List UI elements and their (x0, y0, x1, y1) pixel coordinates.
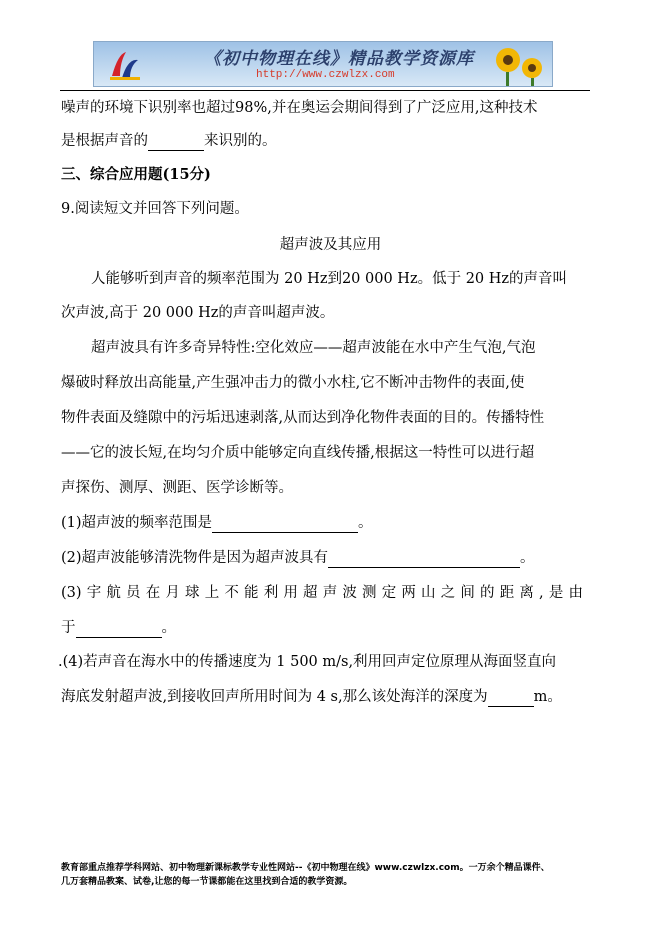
sub-question-4-line2 (61, 687, 562, 707)
banner-title: 《初中物理在线》精品教学资源库 (204, 49, 474, 69)
answer-blank-2[interactable] (328, 551, 520, 568)
continued-text-b: 来识别的。 (204, 133, 277, 149)
banner-url[interactable]: http://www.czwlzx.com (256, 69, 395, 81)
sub-question-3-line2 (61, 618, 176, 638)
sub-question-2-end: 。 (520, 550, 535, 566)
footer-line-2: 几万套精品教案、试卷,让您的每一节课都能在这里找到合适的教学资源。 (61, 877, 353, 887)
para2-line3: 物件表面及缝隙中的污垢迅速剥落,从而达到净化物件表面的目的。传播特性 (61, 410, 545, 426)
para1-line1: 人能够听到声音的频率范围为 20 Hz到20 000 Hz。低于 20 Hz的声音叫 (91, 271, 568, 287)
article-title: 超声波及其应用 (279, 237, 382, 253)
question-9-stem: 9.阅读短文并回答下列问题。 (61, 201, 249, 217)
header-rule (60, 90, 590, 91)
continued-text-a: 是根据声音的 (61, 133, 148, 149)
sub-question-1-end: 。 (358, 515, 373, 531)
para1-line2: 次声波,高于 20 000 Hz的声音叫超声波。 (61, 305, 335, 321)
sub-question-1-text: (1)超声波的频率范围是 (61, 515, 213, 531)
sunflower-icon (486, 42, 546, 87)
sub-question-3-end: 。 (161, 620, 176, 636)
site-banner (93, 41, 553, 87)
sub-question-3-text: 于 (61, 620, 76, 636)
sub-question-3-line1: (3)宇航员在月球上不能利用超声波测定两山之间的距离,是由 (61, 585, 583, 601)
sub-question-2-text: (2)超声波能够清洗物件是因为超声波具有 (61, 550, 329, 566)
answer-blank-4[interactable] (488, 690, 534, 707)
site-logo-icon (108, 48, 142, 82)
sub-question-4-end: m。 (533, 689, 562, 705)
para2-line2: 爆破时释放出高能量,产生强冲击力的微小水柱,它不断冲击物件的表面,使 (61, 375, 525, 391)
sub-question-4-text: 海底发射超声波,到接收回声所用时间为 4 s,那么该处海洋的深度为 (61, 689, 488, 705)
para2-line5: 声探伤、测厚、测距、医学诊断等。 (61, 480, 293, 496)
answer-blank-3[interactable] (76, 621, 162, 638)
sub-question-2 (61, 548, 535, 568)
para2-line4: ——它的波长短,在均匀介质中能够定向直线传播,根据这一特性可以进行超 (61, 445, 535, 461)
sub-question-1 (61, 513, 373, 533)
continued-line-1: 噪声的环境下识别率也超过98%,并在奥运会期间得到了广泛应用,这种技术 (61, 100, 538, 116)
para2-line1: 超声波具有许多奇异特性:空化效应——超声波能在水中产生气泡,气泡 (91, 340, 536, 356)
footer-line-1: 教育部重点推荐学科网站、初中物理新课标教学专业性网站--《初中物理在线》www.czwlzx.com。一万余个精品课件、 (61, 863, 550, 873)
answer-blank-1[interactable] (212, 516, 358, 533)
section-heading: 三、综合应用题(15分) (61, 166, 211, 183)
answer-blank-technique[interactable] (148, 134, 204, 151)
sub-question-4-line1: .(4)若声音在海水中的传播速度为 1 500 m/s,利用回声定位原理从海面竖直向 (58, 654, 557, 670)
continued-line-2 (61, 131, 277, 151)
